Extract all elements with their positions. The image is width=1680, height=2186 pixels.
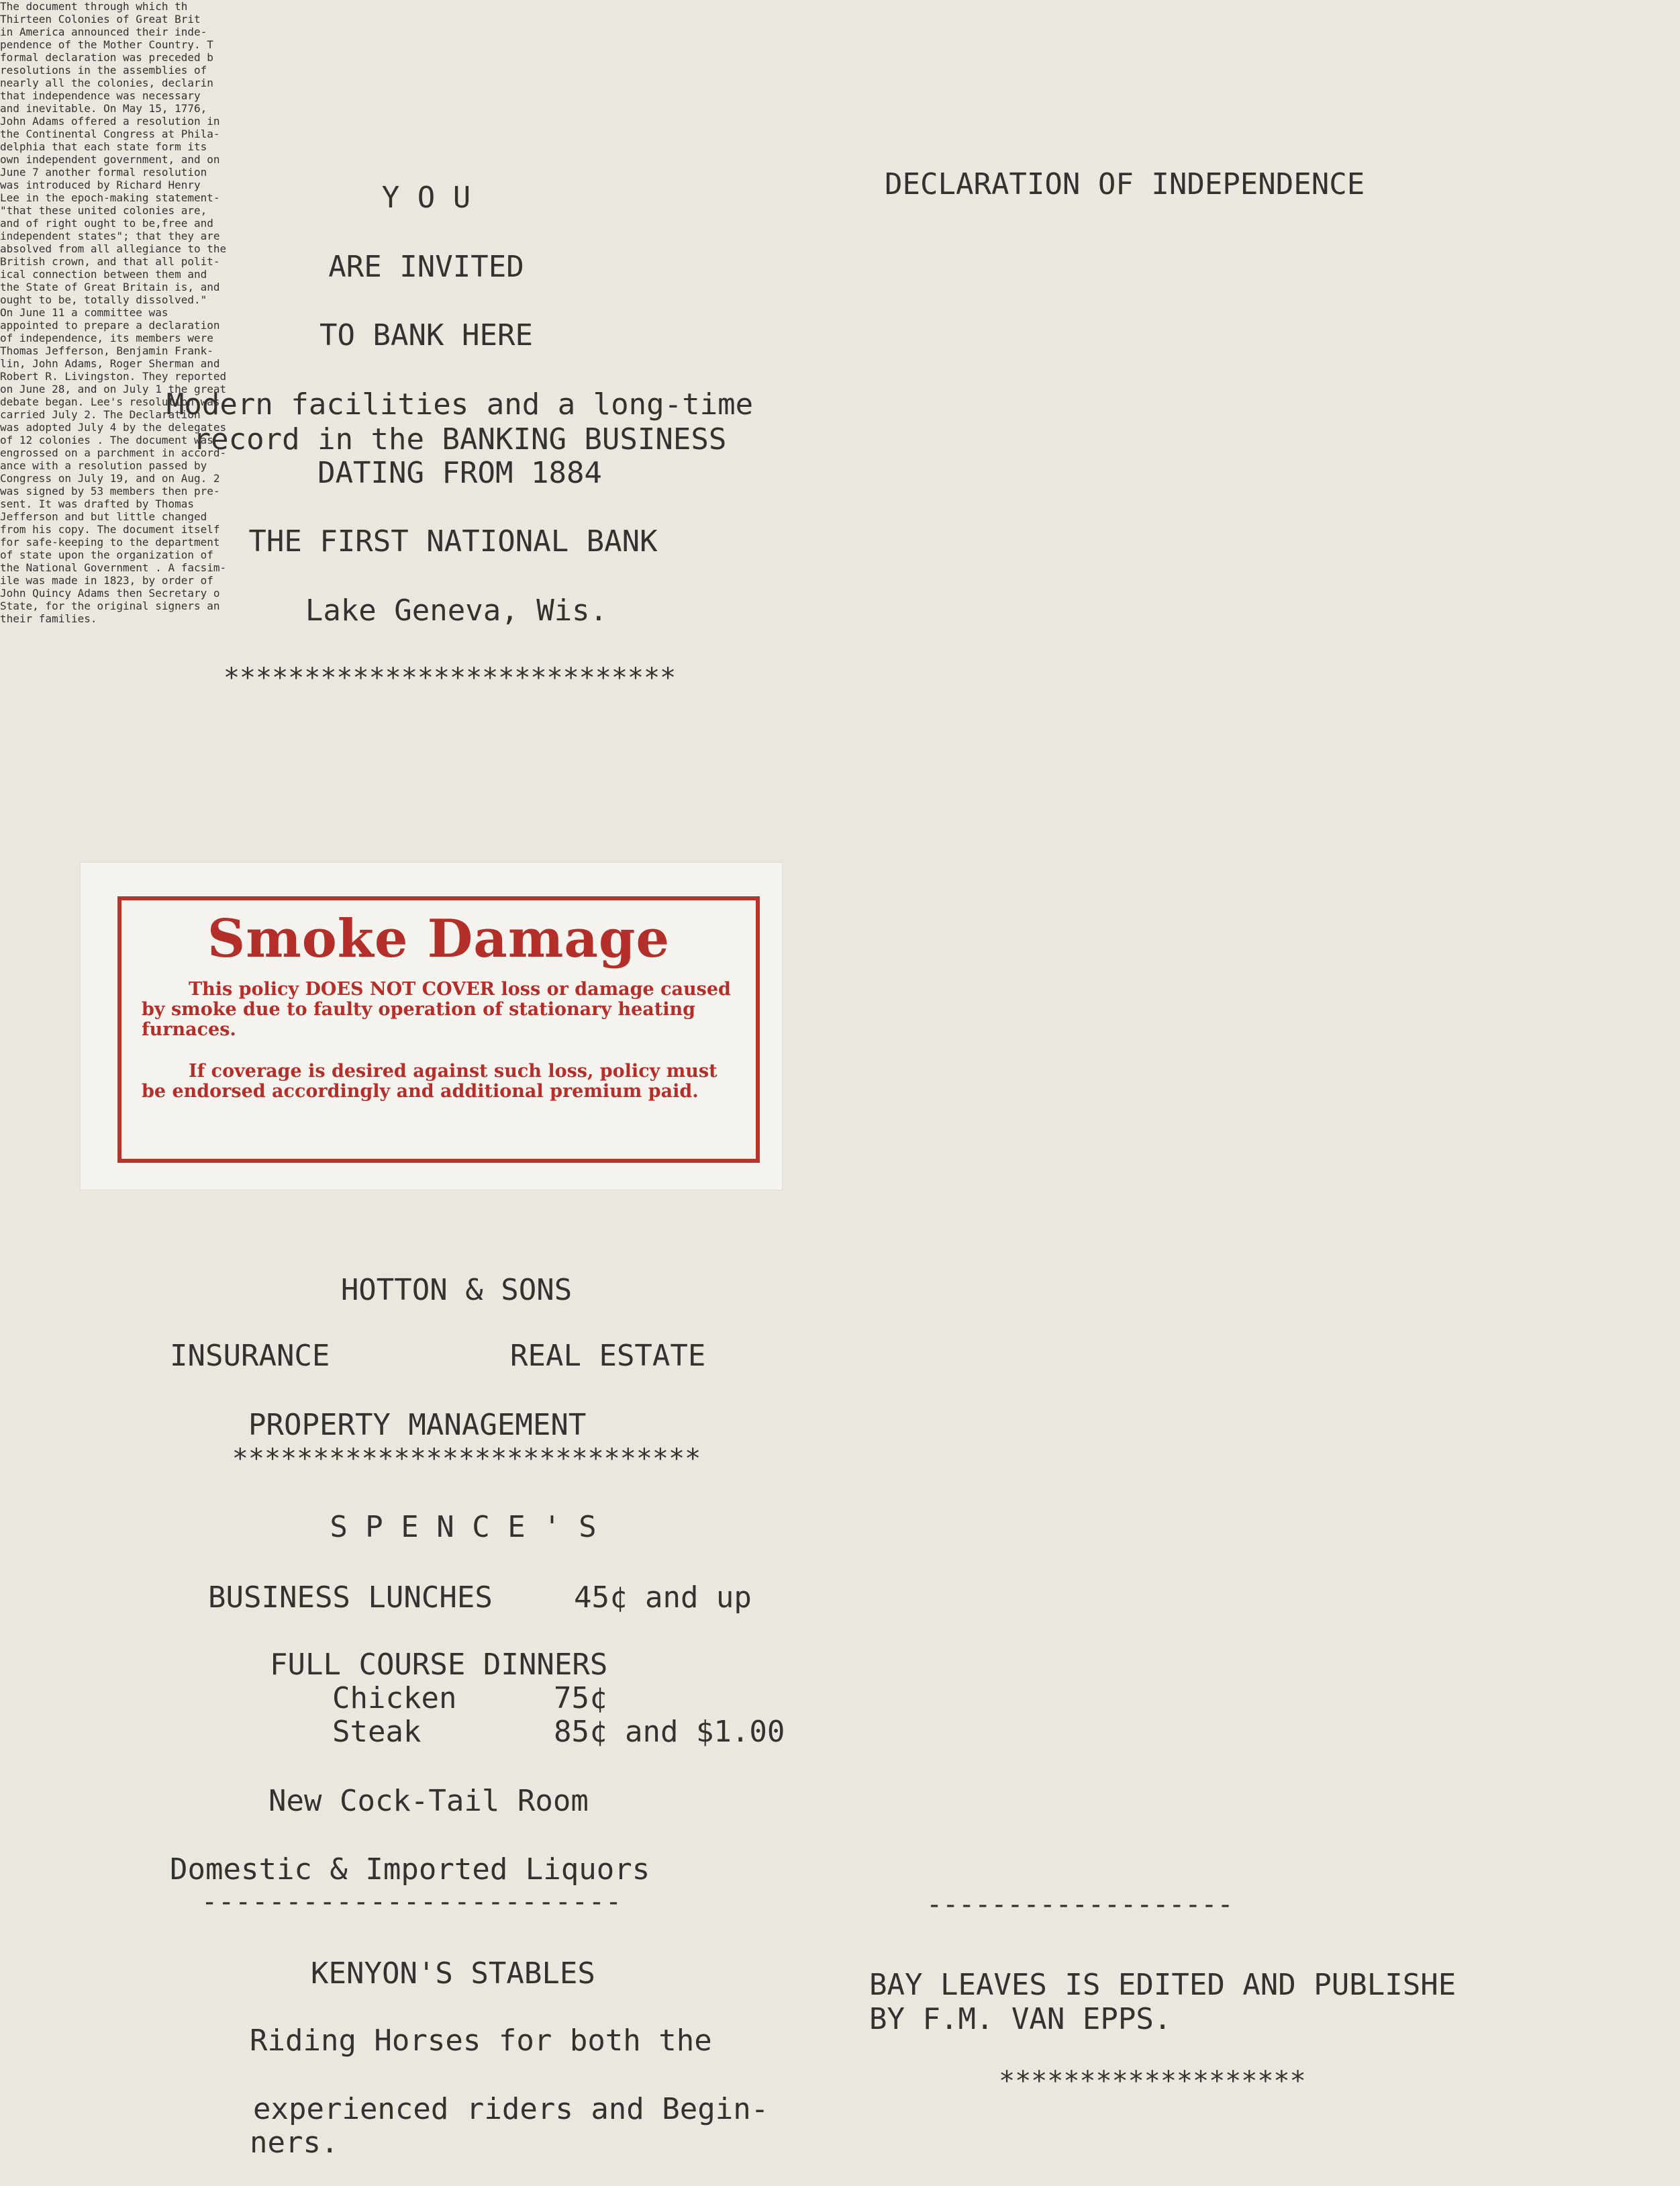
kenyon-line-3: ners. [250,2126,339,2160]
declaration-line: nearly all the colonies, declarin [0,77,213,89]
declaration-line: of independence, its members were [0,332,213,344]
bank-ad-you: Y O U [381,181,471,215]
declaration-line: their families. [0,612,97,625]
hotton-name: HOTTON & SONS [340,1273,573,1307]
spence-dinner-label: FULL COURSE DINNERS [270,1648,608,1682]
declaration-line: the National Government . A facsim- [0,561,227,574]
declaration-line: June 7 another formal resolution [0,166,207,179]
declaration-line: Jefferson and but little changed [0,510,207,523]
declaration-line: own independent government, and on [0,153,220,166]
declaration-line: from his copy. The document itself [0,523,220,536]
declaration-line: was signed by 53 members then pre- [0,485,220,497]
declaration-line: in America announced their inde- [0,26,207,38]
declaration-line: British crown, and that all polit- [0,255,220,268]
kenyon-line-2: experienced riders and Begin- [253,2092,769,2126]
declaration-line: ical connection between them and [0,268,207,281]
declaration-line: appointed to prepare a declaration [0,319,220,332]
declaration-line: State, for the original signers an [0,600,220,612]
declaration-line: engrossed on a parchment in accord- [0,446,227,459]
declaration-line: lin, John Adams, Roger Sherman and [0,357,220,370]
bank-ad-body-line1: Modern facilities and a long-time [166,387,754,422]
declaration-line: pendence of the Mother Country. T [0,38,213,51]
declaration-title: DECLARATION OF INDEPENDENCE [885,167,1365,201]
spence-liquors: Domestic & Imported Liquors [170,1852,650,1887]
bank-ad-separator: **************************** [223,663,677,694]
declaration-line: of 12 colonies . The document was [0,434,213,446]
declaration-line: on June 28, and on July 1 the great [0,383,227,395]
hotton-separator: ***************************** [232,1443,701,1474]
bank-name: THE FIRST NATIONAL BANK [248,524,658,559]
spence-lunch-label: BUSINESS LUNCHES [208,1580,493,1615]
declaration-line: sent. It was drafted by Thomas [0,497,194,510]
spence-lunch-price: 45¢ and up [574,1580,752,1615]
declaration-line: Congress on July 19, and on Aug. 2 [0,472,220,485]
spence-chicken-label: Chicken [332,1681,457,1715]
footer-separator: ******************* [999,2066,1306,2097]
declaration-line: was introduced by Richard Henry [0,179,201,191]
spence-chicken-price: 75¢ [554,1681,607,1715]
spence-steak-price: 85¢ and $1.00 [554,1715,785,1749]
declaration-line: ile was made in 1823, by order of [0,574,213,587]
smoke-damage-paragraph-1: This policy DOES NOT COVER loss or damage caused by smoke due to faulty operation of stationary heating furnaces. [142,979,731,1040]
declaration-line: was adopted July 4 by the delegates [0,421,227,434]
declaration-line: of state upon the organization of [0,549,213,561]
smoke-damage-paragraph-2: If coverage is desired against such loss, policy must be endorsed accordingly and additional premium paid. [142,1061,718,1102]
kenyon-line-1: Riding Horses for both the [250,2024,712,2058]
declaration-line: carried July 2. The Declaration [0,408,201,421]
spence-cocktail-room: New Cock-Tail Room [268,1784,589,1818]
declaration-line: for safe-keeping to the department [0,536,220,549]
declaration-line: Robert R. Livingston. They reported [0,370,227,383]
hotton-property-management: PROPERTY MANAGEMENT [248,1408,587,1442]
declaration-line: Thomas Jefferson, Benjamin Frank- [0,344,213,357]
declaration-line: independent states"; that they are [0,230,220,242]
declaration-line: John Adams offered a resolution in [0,115,220,128]
spence-name: S P E N C E ' S [330,1510,597,1544]
declaration-separator: ------------------- [926,1889,1234,1920]
bank-location: Lake Geneva, Wis. [305,593,608,628]
declaration-line: Thirteen Colonies of Great Brit [0,13,201,26]
declaration-line: and of right ought to be,free and [0,217,213,230]
declaration-line: absolved from all allegiance to the [0,242,227,255]
declaration-line: ance with a resolution passed by [0,459,207,472]
kenyon-name: KENYON'S STABLES [311,1956,595,1991]
declaration-line: the State of Great Britain is, and [0,281,220,293]
declaration-line: formal declaration was preceded b [0,51,213,64]
declaration-line: Lee in the epoch-making statement- [0,191,220,204]
bank-ad-invited: ARE INVITED [328,250,524,284]
declaration-line: the Continental Congress at Phila- [0,128,220,140]
declaration-line: John Quincy Adams then Secretary o [0,587,220,600]
hotton-insurance: INSURANCE [170,1339,330,1373]
bank-ad-body-line2: record in the BANKING BUSINESS [193,422,727,457]
declaration-line: that independence was necessary [0,89,201,102]
bank-ad-body-line3: DATING FROM 1884 [317,456,602,490]
footer-line-1: BAY LEAVES IS EDITED AND PUBLISHE [869,1968,1456,2002]
declaration-line: "that these united colonies are, [0,204,207,217]
smoke-damage-border [117,896,760,1163]
declaration-line: and inevitable. On May 15, 1776, [0,102,207,115]
bank-ad-bank-here: TO BANK HERE [319,318,533,352]
smoke-damage-title: Smoke Damage [207,908,671,969]
declaration-line: The document through which th [0,0,188,13]
declaration-line: delphia that each state form its [0,140,207,153]
declaration-line: resolutions in the assemblies of [0,64,207,77]
hotton-real-estate: REAL ESTATE [510,1339,706,1373]
declaration-line: debate began. Lee's resolution was [0,395,220,408]
declaration-line: On June 11 a committee was [0,306,168,319]
footer-line-2: BY F.M. VAN EPPS. [869,2002,1172,2036]
smoke-damage-clipping [81,863,782,1190]
spence-steak-label: Steak [332,1715,422,1749]
spence-separator: ------------------------- [201,1887,623,1917]
declaration-line: ought to be, totally dissolved." [0,293,207,306]
